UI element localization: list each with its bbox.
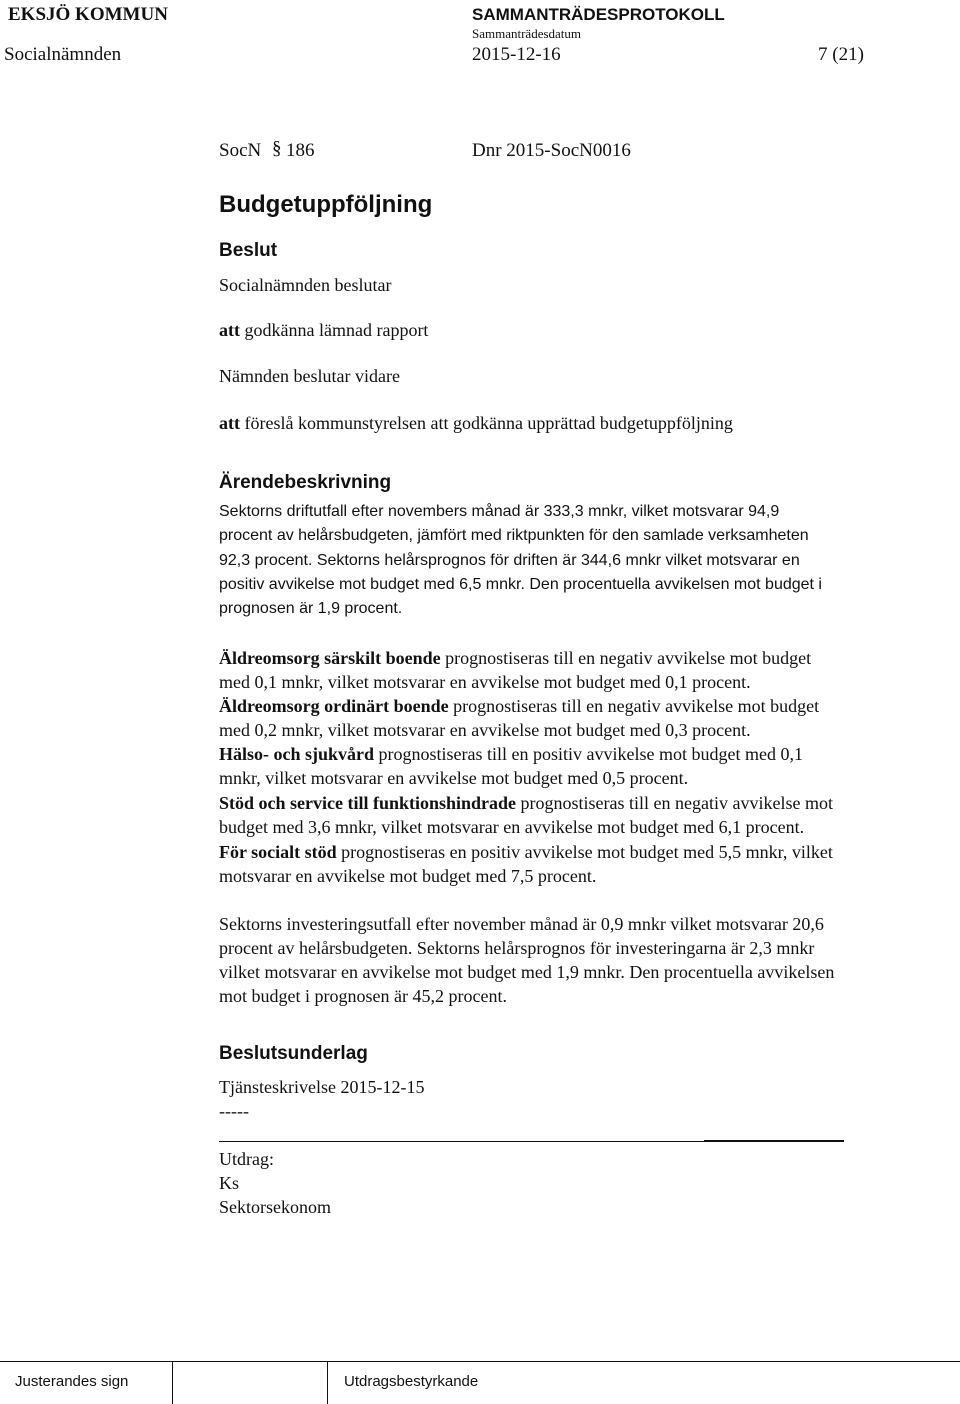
section-sign: § bbox=[272, 138, 282, 159]
beslut-text: godkänna lämnad rapport bbox=[240, 320, 429, 340]
committee-name: Socialnämnden bbox=[4, 44, 122, 65]
underlag-item: Tjänsteskrivelse 2015-12-15 bbox=[219, 1077, 425, 1097]
area-line bbox=[219, 744, 803, 765]
area-text: prognostiseras en positiv avvikelse mot budget med 5,5 mnkr, vilket bbox=[336, 842, 833, 862]
att-keyword: att bbox=[219, 413, 240, 433]
page-number: 7 (21) bbox=[818, 44, 864, 65]
paragraph-number: 186 bbox=[286, 140, 315, 161]
arende-heading: Ärendebeskrivning bbox=[219, 472, 392, 493]
divider-accent bbox=[704, 1140, 844, 1142]
beslut-text: föreslå kommunstyrelsen att godkänna upprättad budgetuppföljning bbox=[240, 413, 733, 433]
beslut-line-4 bbox=[219, 413, 733, 434]
beslut-line-2 bbox=[219, 320, 428, 341]
underlag-heading: Beslutsunderlag bbox=[219, 1043, 368, 1064]
area-name: Äldreomsorg ordinärt boende bbox=[219, 696, 449, 716]
area-line bbox=[219, 648, 811, 669]
arende-line: procent av helårsbudgeten, jämfört med riktpunkten för den samlade verksamheten bbox=[219, 527, 809, 544]
area-line bbox=[219, 696, 819, 717]
utdrag-label: Utdrag: bbox=[219, 1149, 274, 1169]
signature-box bbox=[172, 1362, 328, 1404]
area-line: budget med 3,6 mnkr, vilket motsvarar en avvikelse mot budget med 6,1 procent. bbox=[219, 817, 805, 837]
arende-line: Sektorns driftutfall efter novembers månad är 333,3 mnkr, vilket motsvarar 94,9 bbox=[219, 503, 780, 520]
page-title: Budgetuppföljning bbox=[219, 191, 433, 218]
investment-line: mot budget i prognosen är 45,2 procent. bbox=[219, 986, 507, 1006]
dnr-number: Dnr 2015-SocN0016 bbox=[472, 140, 631, 161]
area-name: Stöd och service till funktionshindrade bbox=[219, 793, 517, 813]
investment-line: vilket motsvarar en avvikelse mot budget med 1,9 mnkr. Den procentuella avvikelsen bbox=[219, 962, 835, 982]
beslut-heading: Beslut bbox=[219, 240, 278, 261]
investment-line: procent av helårsbudgeten. Sektorns helårsprognos för investeringarna är 2,3 mnkr bbox=[219, 938, 815, 958]
area-text: prognostiseras till en positiv avvikelse mot budget med 0,1 bbox=[374, 744, 803, 764]
justerandes-label: Justerandes sign bbox=[15, 1373, 129, 1390]
arende-line: positiv avvikelse mot budget med 6,5 mnkr. Den procentuella avvikelsen mot budget i bbox=[219, 576, 822, 593]
date-label: Sammanträdesdatum bbox=[472, 26, 582, 41]
utdragsbestyrkande-label: Utdragsbestyrkande bbox=[344, 1373, 479, 1390]
document-type: SAMMANTRÄDESPROTOKOLL bbox=[472, 5, 725, 24]
utdrag-recipient: Sektorsekonom bbox=[219, 1197, 331, 1217]
area-line: med 0,2 mnkr, vilket motsvarar en avvikelse mot budget med 0,3 procent. bbox=[219, 720, 751, 740]
area-line: med 0,1 mnkr, vilket motsvarar en avvikelse mot budget med 0,1 procent. bbox=[219, 672, 751, 692]
area-name: Hälso- och sjukvård bbox=[219, 744, 375, 764]
arende-line: prognosen är 1,9 procent. bbox=[219, 600, 403, 617]
area-text: prognostiseras till en negativ avvikelse mot bbox=[516, 793, 833, 813]
meeting-date: 2015-12-16 bbox=[472, 44, 561, 65]
organization-name: EKSJÖ KOMMUN bbox=[8, 4, 168, 25]
investment-line: Sektorns investeringsutfall efter november månad är 0,9 mnkr vilket motsvarar 20,6 bbox=[219, 914, 824, 934]
area-line: mnkr, vilket motsvarar en avvikelse mot budget med 0,5 procent. bbox=[219, 768, 689, 788]
arende-line: 92,3 procent. Sektorns helårsprognos för driften är 344,6 mnkr vilket motsvarar en bbox=[219, 552, 800, 569]
utdrag-recipient: Ks bbox=[219, 1173, 240, 1193]
area-line: motsvarar en avvikelse mot budget med 7,5 procent. bbox=[219, 866, 597, 886]
beslut-line-1: Socialnämnden beslutar bbox=[219, 275, 392, 295]
area-name: För socialt stöd bbox=[219, 842, 337, 862]
area-text: prognostiseras till en negativ avvikelse mot budget bbox=[440, 648, 812, 668]
area-line bbox=[219, 793, 833, 814]
paragraph-prefix: SocN bbox=[219, 140, 262, 161]
beslut-line-3: Nämnden beslutar vidare bbox=[219, 366, 400, 386]
area-name: Äldreomsorg särskilt boende bbox=[219, 648, 441, 668]
area-text: prognostiseras till en negativ avvikelse mot budget bbox=[448, 696, 820, 716]
att-keyword: att bbox=[219, 320, 240, 340]
area-line bbox=[219, 842, 833, 863]
underlag-dashes: ----- bbox=[219, 1101, 249, 1121]
